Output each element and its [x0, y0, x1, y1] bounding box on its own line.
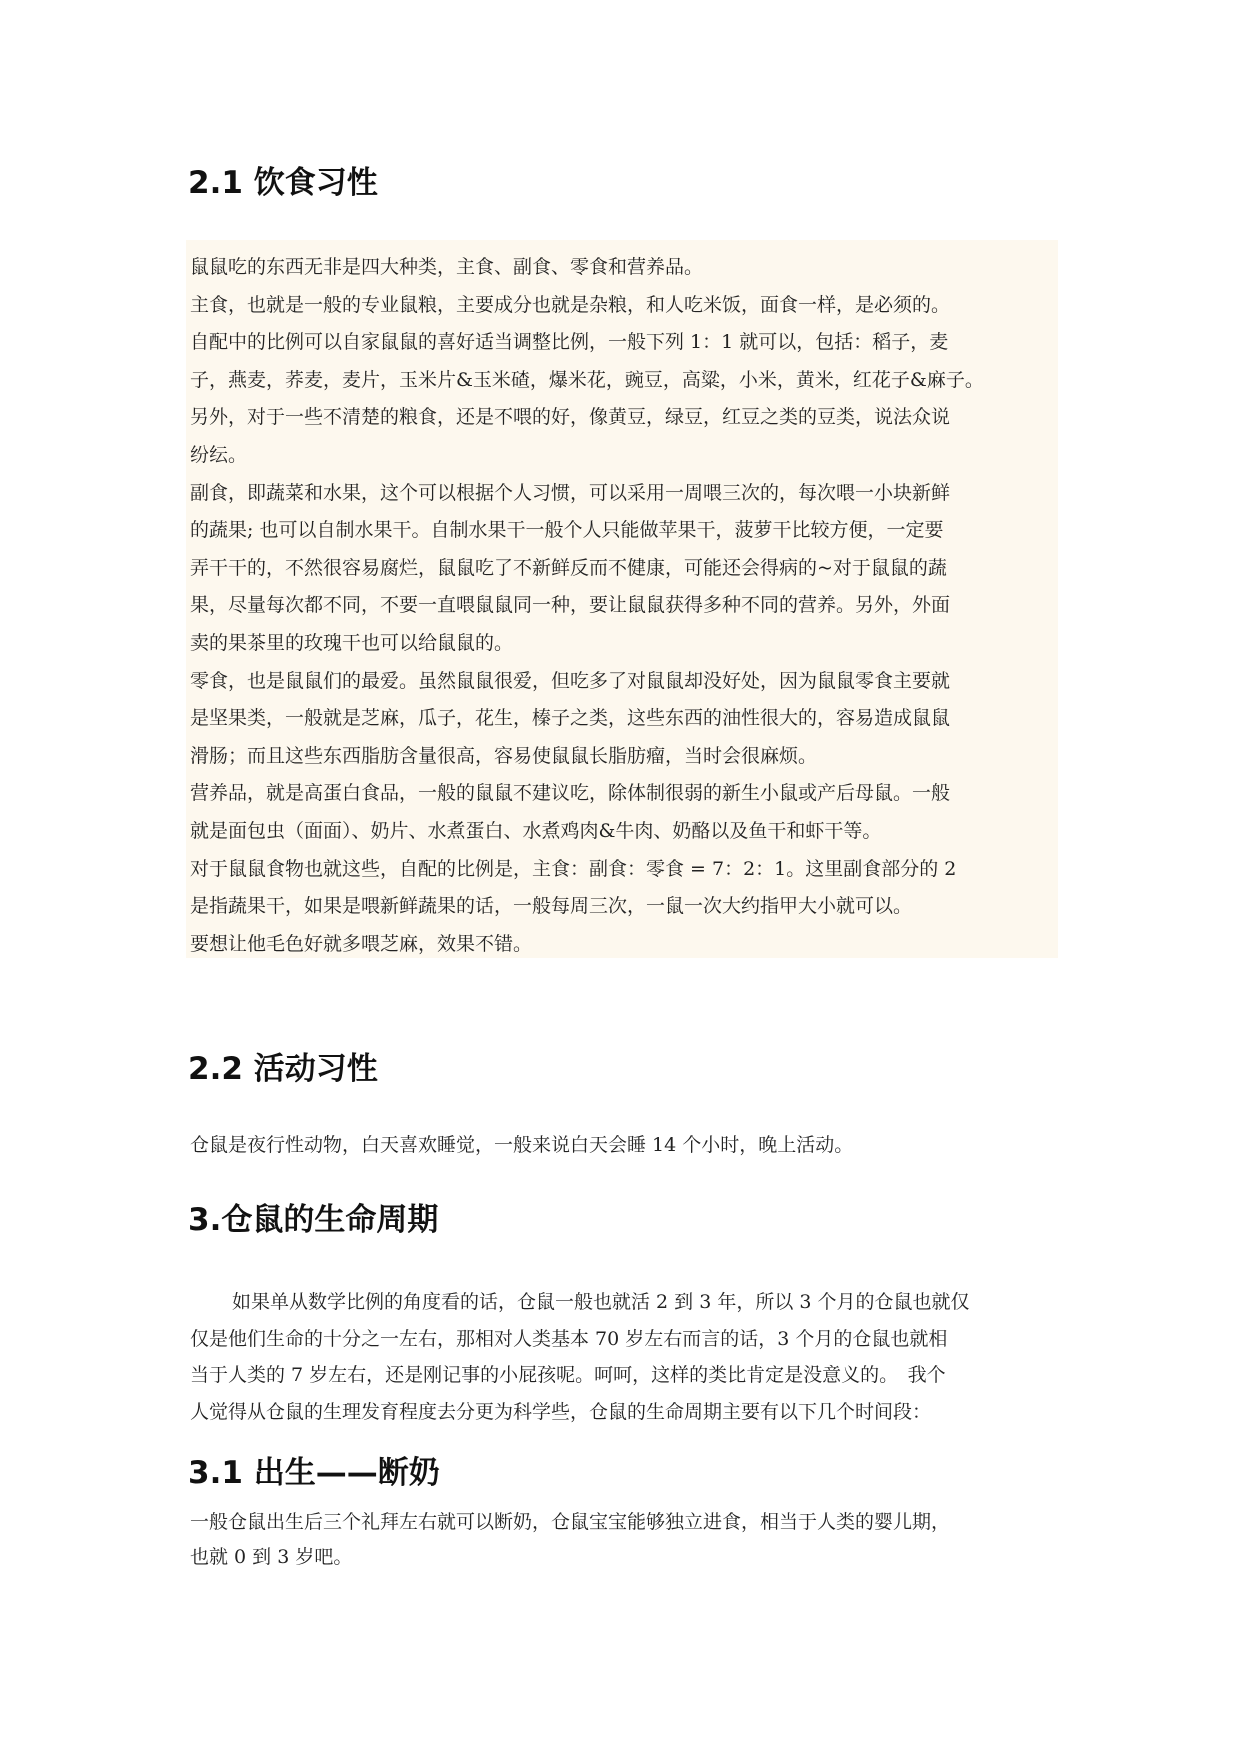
text-line: 就是面包虫（面面）、奶片、水煮蛋白、水煮鸡肉&牛肉、奶酪以及鱼干和虾干等。 — [190, 819, 882, 842]
paragraph-birth-weaning — [190, 1505, 950, 1575]
text-line: 一般仓鼠出生后三个礼拜左右就可以断奶，仓鼠宝宝能够独立进食，相当于人类的婴儿期， — [190, 1511, 951, 1533]
paragraph-activity — [190, 1127, 853, 1165]
text-line: 仓鼠是夜行性动物，白天喜欢睡觉，一般来说白天会睡 14 个小时，晚上活动。 — [190, 1134, 854, 1156]
section-heading-2-2: 2.2 活动习性 — [188, 1051, 378, 1087]
text-line: 另外，对于一些不清楚的粮食，还是不喂的好，像黄豆，绿豆，红豆之类的豆类，说法众说 — [190, 406, 951, 429]
text-line: 营养品，就是高蛋白食品，一般的鼠鼠不建议吃，除体制很弱的新生小鼠或产后母鼠。一般 — [190, 782, 951, 805]
paragraph-diet — [190, 249, 984, 963]
text-line: 果，尽量每次都不同，不要一直喂鼠鼠同一种，要让鼠鼠获得多种不同的营养。另外，外面 — [190, 594, 951, 617]
section-heading-3: 3.仓鼠的生命周期 — [188, 1202, 439, 1238]
text-line: 弄干干的，不然很容易腐烂，鼠鼠吃了不新鲜反而不健康，可能还会得病的~对于鼠鼠的蔬 — [190, 556, 947, 579]
text-line: 当于人类的 7 岁左右，还是刚记事的小屁孩呢。呵呵，这样的类比肯定是没意义的。 我个 — [190, 1364, 946, 1386]
text-line: 卖的果茶里的玫瑰干也可以给鼠鼠的。 — [190, 631, 514, 654]
text-line: 自配中的比例可以自家鼠鼠的喜好适当调整比例，一般下列 1：1 就可以，包括：稻子，麦 — [190, 331, 949, 354]
text-line: 如果单从数学比例的角度看的话，仓鼠一般也就活 2 到 3 年，所以 3 个月的仓鼠也就仅 — [232, 1291, 970, 1313]
text-line: 副食，即蔬菜和水果，这个可以根据个人习惯，可以采用一周喂三次的，每次喂一小块新鲜 — [190, 481, 951, 504]
text-line: 零食，也是鼠鼠们的最爱。虽然鼠鼠很爱，但吃多了对鼠鼠却没好处，因为鼠鼠零食主要就 — [190, 669, 951, 692]
text-line: 纷纭。 — [190, 443, 248, 466]
text-line: 主食，也就是一般的专业鼠粮，主要成分也就是杂粮，和人吃米饭，面食一样，是必须的。 — [190, 293, 951, 316]
text-line: 鼠鼠吃的东西无非是四大种类，主食、副食、零食和营养品。 — [190, 256, 704, 278]
text-line: 是指蔬果干，如果是喂新鲜蔬果的话，一般每周三次，一鼠一次大约指甲大小就可以。 — [190, 895, 913, 918]
text-line: 滑肠；而且这些东西脂肪含量很高，容易使鼠鼠长脂肪瘤，当时会很麻烦。 — [190, 744, 818, 767]
text-line: 子，燕麦，荞麦，麦片，玉米片&玉米碴，爆米花，豌豆，高粱，小米，黄米，红花子&麻子。 — [190, 368, 984, 391]
text-line: 要想让他毛色好就多喂芝麻，效果不错。 — [190, 932, 533, 955]
paragraph-lifecycle — [190, 1284, 970, 1430]
section-heading-3-1: 3.1 出生——断奶 — [188, 1455, 440, 1491]
text-line: 的蔬果; 也可以自制水果干。自制水果干一般个人只能做苹果干，菠萝干比较方便，一定要 — [190, 519, 944, 542]
text-line: 仅是他们生命的十分之一左右，那相对人类基本 70 岁左右而言的话，3 个月的仓鼠也就相 — [190, 1327, 948, 1350]
text-line: 对于鼠鼠食物也就这些，自配的比例是，主食：副食：零食 = 7：2：1。这里副食部分的 2 — [190, 857, 957, 880]
text-line: 也就 0 到 3 岁吧。 — [190, 1546, 353, 1568]
section-heading-2-1: 2.1 饮食习性 — [188, 165, 378, 201]
text-line: 是坚果类，一般就是芝麻，瓜子，花生，榛子之类，这些东西的油性很大的，容易造成鼠鼠 — [190, 707, 951, 730]
text-line: 人觉得从仓鼠的生理发育程度去分更为科学些，仓鼠的生命周期主要有以下几个时间段： — [190, 1400, 932, 1423]
